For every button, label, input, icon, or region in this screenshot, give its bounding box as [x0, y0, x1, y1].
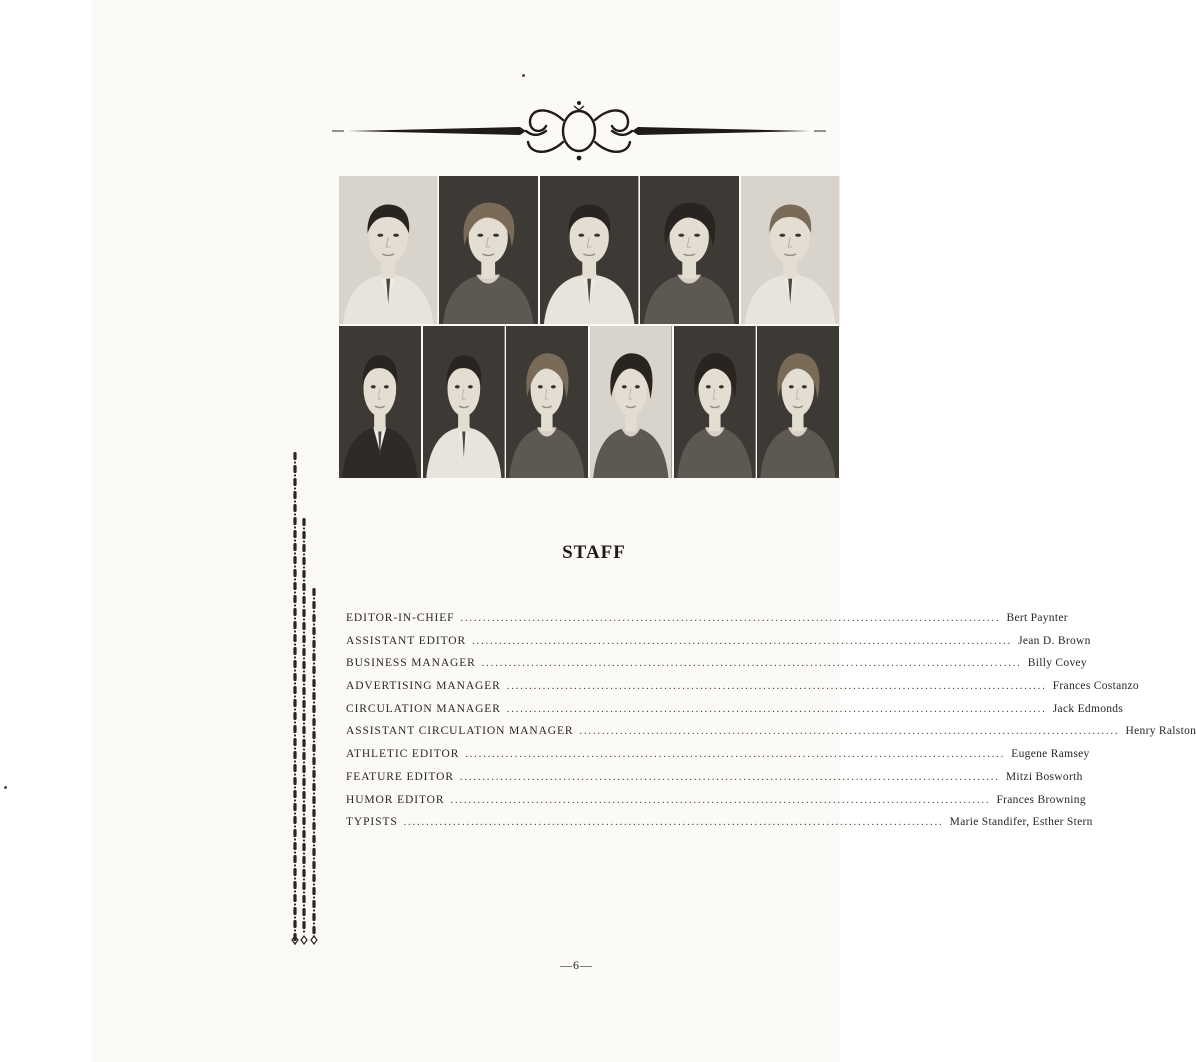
staff-name: Henry Ralston	[1125, 725, 1196, 738]
bead-mark	[312, 705, 315, 713]
bead-dot	[313, 753, 315, 755]
bead-mark	[312, 926, 315, 934]
bead-mark	[293, 725, 296, 733]
bead-dot	[294, 513, 296, 515]
bead-dot	[303, 709, 305, 711]
bead-mark	[302, 557, 305, 565]
bead-mark	[293, 686, 296, 694]
bead-dot	[303, 579, 305, 581]
bead-mark	[302, 661, 305, 669]
staff-role: ATHLETIC EDITOR	[346, 748, 460, 761]
bead-dot	[303, 878, 305, 880]
bead-dot	[303, 657, 305, 659]
bead-dot	[313, 701, 315, 703]
bead-mark	[293, 660, 296, 668]
bead-mark	[312, 783, 315, 791]
bead-dot	[303, 553, 305, 555]
beaded-rule-icon	[290, 450, 322, 950]
bead-mark	[293, 751, 296, 759]
bead-dot	[303, 800, 305, 802]
bead-dot	[313, 649, 315, 651]
bead-dot	[303, 735, 305, 737]
staff-role: CIRCULATION MANAGER	[346, 702, 501, 715]
bead-dot	[313, 610, 315, 612]
bead-mark	[302, 713, 305, 721]
bead-mark	[293, 777, 296, 785]
bead-dot	[294, 903, 296, 905]
dot-leader: ........................................................................................................................	[403, 817, 944, 829]
bead-dot	[294, 591, 296, 593]
dot-leader: ........................................................................................................................	[465, 749, 1006, 761]
staff-name: Bert Paynter	[1006, 612, 1068, 624]
staff-row	[346, 634, 1091, 658]
bead-dot	[294, 812, 296, 814]
dot-leader: ........................................................................................................................	[450, 794, 991, 806]
bead-dot	[294, 786, 296, 788]
bead-mark	[312, 718, 315, 726]
staff-roster	[346, 612, 1196, 839]
bead-dot	[303, 631, 305, 633]
bead-mark	[312, 627, 315, 635]
staff-row	[346, 612, 1068, 635]
bead-dot	[294, 799, 296, 801]
staff-row	[346, 657, 1087, 680]
bead-dot	[313, 857, 315, 859]
bead-mark	[293, 556, 296, 564]
bead-dot	[303, 891, 305, 893]
bead-dot	[313, 636, 315, 638]
bead-mark	[293, 621, 296, 629]
bead-mark	[293, 868, 296, 876]
bead-mark	[293, 582, 296, 590]
bead-dot	[294, 929, 296, 931]
bead-mark	[293, 816, 296, 824]
bead-mark	[312, 653, 315, 661]
dot-leader: ........................................................................................................................	[472, 635, 1013, 647]
bead-dot	[294, 747, 296, 749]
staff-portrait	[540, 176, 638, 324]
bead-dot	[313, 844, 315, 846]
bead-mark	[293, 491, 296, 499]
staff-row	[346, 680, 1139, 703]
staff-portrait	[757, 326, 839, 478]
staff-name: Jack Edmonds	[1052, 702, 1124, 715]
bead-mark	[293, 907, 296, 915]
staff-row	[346, 748, 1090, 771]
bead-dot	[294, 578, 296, 580]
bead-mark	[312, 913, 315, 921]
bead-dot	[303, 774, 305, 776]
staff-photo-grid	[339, 176, 839, 478]
bead-mark	[293, 478, 296, 486]
staff-portrait	[674, 326, 756, 478]
bead-mark	[312, 861, 315, 869]
staff-role: HUMOR EDITOR	[346, 793, 445, 806]
bead-dot	[294, 474, 296, 476]
bead-dot	[313, 896, 315, 898]
bead-mark	[312, 848, 315, 856]
bead-dot	[294, 851, 296, 853]
staff-row	[346, 816, 1093, 839]
bead-mark	[293, 465, 296, 473]
bead-dot	[294, 916, 296, 918]
staff-portrait	[439, 176, 537, 324]
staff-row	[346, 793, 1086, 817]
staff-portrait	[423, 326, 505, 478]
paper-speck	[522, 74, 525, 77]
bead-mark	[312, 588, 315, 596]
bead-dot	[294, 890, 296, 892]
bead-dot	[313, 818, 315, 820]
bead-mark	[302, 856, 305, 864]
bead-dot	[294, 838, 296, 840]
staff-role: ADVERTISING MANAGER	[346, 680, 501, 693]
page-number: —6—	[560, 958, 593, 972]
page-title: STAFF	[562, 542, 626, 563]
bead-dot	[313, 909, 315, 911]
bead-mark	[293, 881, 296, 889]
bead-mark	[302, 531, 305, 539]
bead-dot	[303, 930, 305, 932]
bead-end	[301, 936, 307, 944]
bead-dot	[294, 877, 296, 879]
bead-dot	[303, 540, 305, 542]
bead-mark	[302, 596, 305, 604]
staff-role: TYPISTS	[346, 816, 398, 829]
bead-mark	[312, 614, 315, 622]
bead-mark	[302, 609, 305, 617]
bead-dot	[313, 805, 315, 807]
bead-dot	[313, 727, 315, 729]
bead-mark	[302, 804, 305, 812]
bead-mark	[302, 726, 305, 734]
bead-mark	[293, 530, 296, 538]
bead-mark	[312, 835, 315, 843]
bead-mark	[302, 882, 305, 890]
dot-leader: ........................................................................................................................	[460, 613, 1001, 624]
bead-dot	[294, 825, 296, 827]
bead-dot	[294, 864, 296, 866]
bead-dot	[294, 617, 296, 619]
paper-speck	[4, 786, 7, 789]
bead-dot	[303, 605, 305, 607]
bead-dot	[294, 773, 296, 775]
bead-dot	[303, 566, 305, 568]
staff-portrait	[590, 326, 672, 478]
bead-mark	[302, 791, 305, 799]
bead-dot	[303, 917, 305, 919]
bead-dot	[313, 623, 315, 625]
bead-dot	[303, 826, 305, 828]
bead-mark	[293, 608, 296, 616]
staff-name: Billy Covey	[1027, 657, 1087, 670]
bead-mark	[293, 712, 296, 720]
bead-mark	[293, 842, 296, 850]
staff-role: BUSINESS MANAGER	[346, 657, 476, 670]
bead-dot	[294, 656, 296, 658]
staff-role: EDITOR-IN-CHIEF	[346, 612, 455, 624]
bead-dot	[294, 721, 296, 723]
bead-dot	[294, 682, 296, 684]
bead-mark	[312, 744, 315, 752]
bead-dot	[294, 630, 296, 632]
bead-mark	[302, 830, 305, 838]
bead-mark	[312, 757, 315, 765]
photo-row-bottom	[339, 326, 839, 478]
bead-dot	[294, 760, 296, 762]
bead-mark	[293, 634, 296, 642]
bead-mark	[302, 739, 305, 747]
bead-mark	[312, 692, 315, 700]
bead-dot	[294, 695, 296, 697]
bead-mark	[293, 569, 296, 577]
bead-mark	[302, 817, 305, 825]
dot-leader: ........................................................................................................................	[481, 658, 1022, 670]
dot-leader: ........................................................................................................................	[579, 726, 1120, 738]
bead-dot	[313, 714, 315, 716]
bead-dot	[313, 883, 315, 885]
bead-mark	[302, 570, 305, 578]
bead-mark	[293, 673, 296, 681]
staff-name: Marie Standifer, Esther Stern	[949, 816, 1093, 829]
bead-dot	[294, 552, 296, 554]
bead-mark	[302, 674, 305, 682]
bead-mark	[312, 887, 315, 895]
bead-mark	[302, 583, 305, 591]
bead-mark	[312, 809, 315, 817]
bead-dot	[313, 779, 315, 781]
bead-mark	[302, 752, 305, 760]
bead-dot	[294, 565, 296, 567]
bead-mark	[302, 869, 305, 877]
bead-dot	[294, 604, 296, 606]
bead-dot	[294, 669, 296, 671]
staff-portrait	[640, 176, 738, 324]
bead-dot	[313, 870, 315, 872]
bead-mark	[312, 666, 315, 674]
bead-mark	[302, 687, 305, 695]
bead-mark	[293, 738, 296, 746]
bead-mark	[293, 920, 296, 928]
bead-mark	[312, 640, 315, 648]
bead-dot	[313, 792, 315, 794]
bead-mark	[293, 504, 296, 512]
bead-dot	[294, 539, 296, 541]
staff-role: ASSISTANT CIRCULATION MANAGER	[346, 725, 574, 738]
bead-mark	[293, 543, 296, 551]
staff-name: Frances Browning	[996, 793, 1086, 806]
bead-mark	[293, 647, 296, 655]
staff-portrait	[339, 326, 421, 478]
bead-dot	[313, 766, 315, 768]
bead-mark	[312, 822, 315, 830]
bead-mark	[302, 921, 305, 929]
bead-mark	[312, 770, 315, 778]
staff-row	[346, 702, 1124, 726]
staff-portrait	[741, 176, 839, 324]
bead-dot	[303, 904, 305, 906]
dot-leader: ........................................................................................................................	[506, 681, 1047, 693]
bead-dot	[294, 734, 296, 736]
staff-name: Frances Costanzo	[1052, 680, 1139, 693]
staff-role: ASSISTANT EDITOR	[346, 634, 467, 647]
bead-dot	[303, 592, 305, 594]
bead-mark	[293, 452, 296, 460]
bead-mark	[302, 700, 305, 708]
staff-name: Mitzi Bosworth	[1005, 770, 1083, 783]
bead-mark	[293, 803, 296, 811]
bead-mark	[312, 731, 315, 739]
bead-dot	[303, 527, 305, 529]
staff-name: Eugene Ramsey	[1011, 748, 1090, 761]
photo-row-top	[339, 176, 839, 324]
bead-dot	[313, 831, 315, 833]
bead-dot	[313, 688, 315, 690]
bead-dot	[294, 500, 296, 502]
yearbook-page	[92, 0, 1196, 1062]
bead-dot	[303, 813, 305, 815]
bead-dot	[303, 696, 305, 698]
bead-mark	[312, 601, 315, 609]
bead-mark	[302, 544, 305, 552]
bead-dot	[303, 683, 305, 685]
bead-dot	[313, 597, 315, 599]
bead-dot	[303, 722, 305, 724]
bead-mark	[293, 829, 296, 837]
bead-dot	[303, 852, 305, 854]
bead-dot	[294, 643, 296, 645]
dot-leader: ........................................................................................................................	[506, 703, 1047, 715]
bead-mark	[302, 765, 305, 773]
bead-dot	[303, 644, 305, 646]
bead-mark	[293, 595, 296, 603]
bead-dot	[303, 748, 305, 750]
bead-mark	[293, 855, 296, 863]
bead-mark	[293, 699, 296, 707]
bead-dot	[313, 922, 315, 924]
bead-mark	[302, 635, 305, 643]
scroll-ornament-icon	[330, 98, 828, 162]
bead-mark	[293, 764, 296, 772]
dot-leader: ........................................................................................................................	[459, 771, 1000, 783]
bead-mark	[312, 796, 315, 804]
bead-mark	[302, 648, 305, 656]
bead-dot	[313, 662, 315, 664]
bead-mark	[302, 518, 305, 526]
bead-mark	[312, 900, 315, 908]
bead-mark	[302, 908, 305, 916]
bead-dot	[303, 839, 305, 841]
bead-dot	[303, 618, 305, 620]
bead-mark	[312, 874, 315, 882]
bead-dot	[294, 526, 296, 528]
bead-dot	[303, 670, 305, 672]
bead-mark	[312, 679, 315, 687]
bead-dot	[303, 761, 305, 763]
bead-dot	[294, 487, 296, 489]
bead-mark	[293, 517, 296, 525]
staff-row	[346, 725, 1196, 748]
bead-mark	[302, 843, 305, 851]
bead-dot	[313, 740, 315, 742]
bead-dot	[294, 461, 296, 463]
staff-name: Jean D. Brown	[1018, 634, 1091, 647]
bead-mark	[293, 790, 296, 798]
bead-mark	[302, 622, 305, 630]
bead-dot	[303, 865, 305, 867]
staff-portrait	[506, 326, 588, 478]
bead-dot	[313, 675, 315, 677]
staff-role: FEATURE EDITOR	[346, 770, 454, 783]
staff-row	[346, 770, 1083, 794]
bead-dot	[294, 708, 296, 710]
bead-mark	[302, 895, 305, 903]
bead-dot	[303, 787, 305, 789]
staff-portrait	[339, 176, 437, 324]
bead-mark	[293, 894, 296, 902]
bead-mark	[302, 778, 305, 786]
